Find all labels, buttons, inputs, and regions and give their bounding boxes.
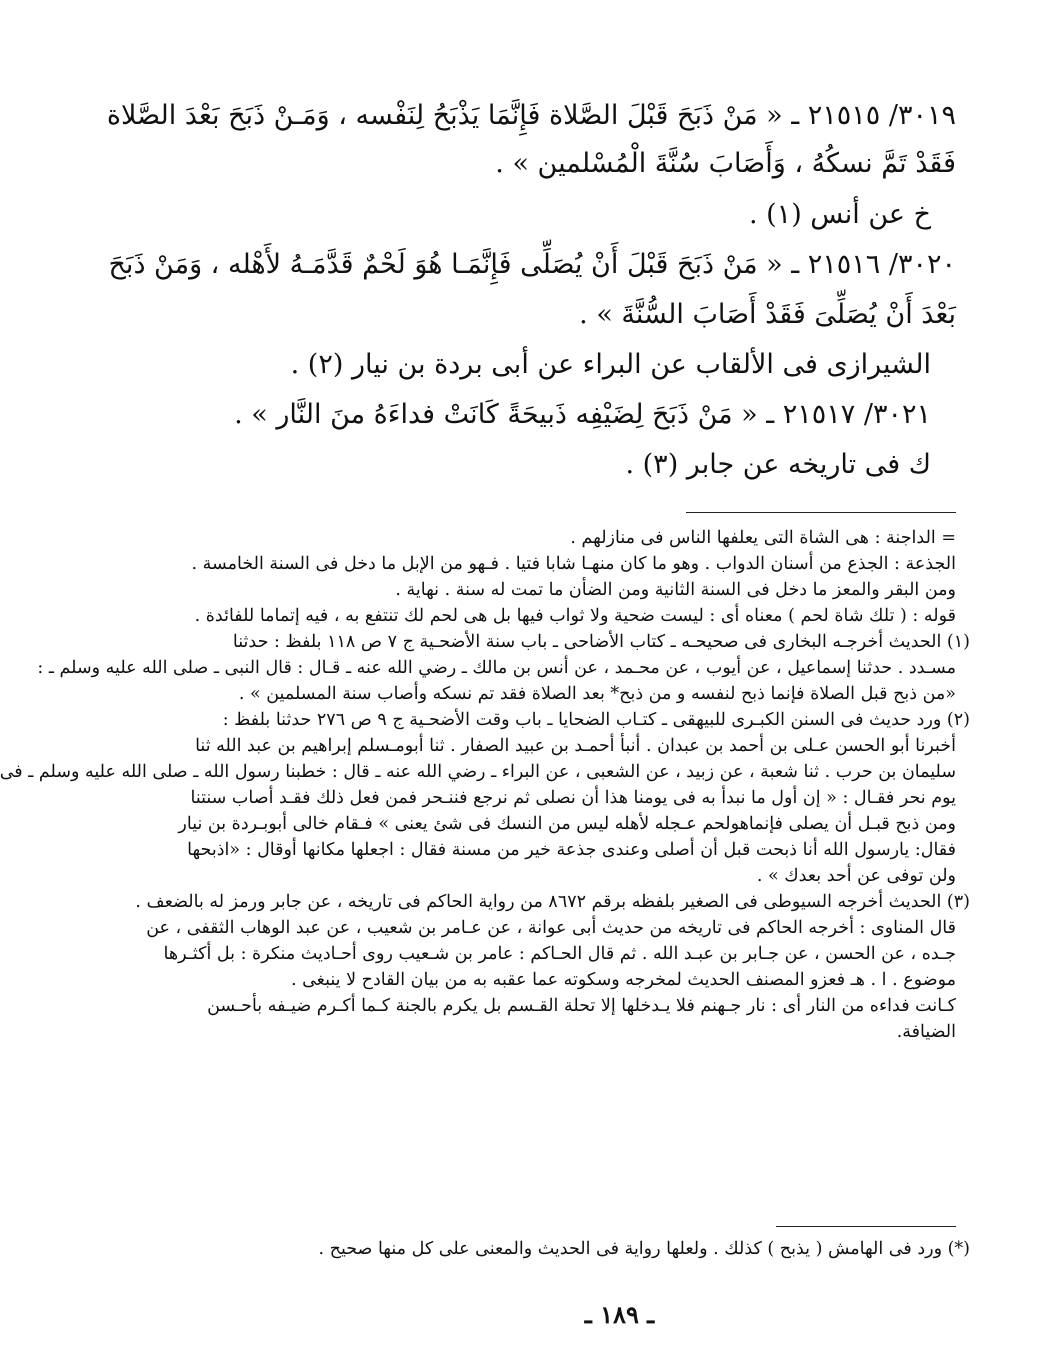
hadith-3020-line-2: بَعْدَ أَنْ يُصَلِّىَ فَقَدْ أَصَابَ السُّنَّةَ » .: [579, 299, 956, 330]
footnote-cont-line: = الداجنة : هى الشاة التى يعلفها الناس فى منازلهم .: [570, 528, 956, 548]
hadith-3021-line-1: ٣٠٢١/ ٢١٥١٧ ـ « مَنْ ذَبَحَ لِضَيْفِه ذَبيحَةً كَانَتْ فداءَهُ منَ النَّار » .: [234, 399, 931, 430]
footnote-1-line: «من ذبح قبل الصلاة فإنما ذبح لنفسه و من ذبح* بعد الصلاة فقد تم نسكه وأصاب سنة المسلمين » .: [238, 684, 956, 704]
footnote-3-line: الضيافة.: [896, 1022, 956, 1042]
footnote-3-line: (٣) الحديث أخرجه السيوطى فى الصغير بلفظه برقم ٨٦٧٢ من رواية الحاكم فى تاريخه ، عن جابر ورمز له بالضعف .: [135, 892, 970, 912]
footnote-3-line: كـانت فداءه من النار أى : نار جـهنم فلا يـدخلها إلا تحلة القـسم بل يكرم بالجنة كـما أكـرم ضيـفه بأحـسن: [207, 996, 956, 1016]
asterisk-note: (*) ورد فى الهامش ( يذبح ) كذلك . ولعلها رواية فى الحديث والمعنى على كل منها صحيح .: [318, 1239, 970, 1259]
hadith-3019-line-1: ٣٠١٩/ ٢١٥١٥ ـ « مَنْ ذَبَحَ قَبْلَ الصَّلاة فَإِنَّمَا يَذْبَحُ لِنَفْسه ، وَمَـنْ ذَبَحَ بَعْدَ الصَّلاة: [106, 100, 956, 131]
footnote-2-line: يوم نحر فقـال : « إن أول ما نبدأ به فى يومنا هذا أن نصلى ثم نرجع فننـحر فمن فعل ذلك فقـد أصاب سنتنا: [190, 788, 956, 808]
footnote-3-line: موضوع . ا . هـ فعزو المصنف الحديث لمخرجه وسكوته عما عقبه به من بيان القادح لا ينبغى .: [290, 970, 956, 990]
footnote-cont-line: قوله : ( تلك شاة لحم ) معناه أى : ليست ضحية ولا ثواب فيها بل هى لحم لك تنتفع به ، فيه إتماما للفائدة .: [194, 606, 956, 626]
hadith-3019-line-2: فَقَدْ تَمَّ نسكُهُ ، وَأَصَابَ سُنَّةَ الْمُسْلمين » .: [495, 148, 956, 179]
footnote-2-line: أخبرنا أبو الحسن عـلى بن أحمد بن عبدان . أنبأ أحمـد بن عبيد الصفار . ثنا أبومـسلم إبراهيم بن عبد الله ثنا: [195, 736, 956, 756]
footnote-2-line: ولن توفى عن أحد بعدك » .: [756, 866, 956, 886]
asterisk-note-separator: [776, 1226, 956, 1227]
footnote-cont-line: الجذعة : الجذع من أسنان الدواب . وهو ما كان منهـا شابا فتيا . فـهو من الإبل ما دخل فى السنة الخامسة .: [191, 554, 956, 574]
page-number: ـ ١٨٩ ـ: [584, 1300, 655, 1329]
footnote-2-line: سليمان بن حرب . ثنا شعبة ، عن زبيد ، عن الشعبى ، عن البراء ـ رضي الله عنه ـ قال : خطبنا رسول الله ـ صلى الله عليه وسلم ـ فى: [0, 762, 956, 782]
hadith-3019-source: خ عن أنس (١) .: [748, 199, 931, 230]
footnote-2-line: (٢) ورد حديث فى السنن الكبـرى للبيهقى ـ كتـاب الضحايا ـ باب وقت الأضحـية ج ٩ ص ٢٧٦ حدثنا بلفظ :: [222, 710, 970, 730]
footnote-3-line: قال المناوى : أخرجه الحاكم فى تاريخه من حديث أبى عوانة ، عن عـامر بن شعيب ، عن عبد الوهاب الثقفى ، عن: [146, 918, 956, 938]
footnote-cont-line: ومن البقر والمعز ما دخل فى السنة الثانية ومن الضأن ما تمت له سنة . نهاية .: [395, 580, 956, 600]
footnote-3-line: جـده ، عن الحسن ، عن جـابر بن عبـد الله . ثم قال الحـاكم : عامر بن شـعيب روى أحـاديث منكرة : بل أكثـرها: [163, 944, 956, 964]
hadith-3020-line-1: ٣٠٢٠/ ٢١٥١٦ ـ « مَنْ ذَبَحَ قَبْلَ أَنْ يُصَلِّى فَإِنَّمَـا هُوَ لَحْمٌ قَدَّمَـهُ لأَهْله ، وَمَنْ ذَبَحَ: [108, 249, 956, 280]
hadith-3020-source: الشيرازى فى الألقاب عن البراء عن أبى بردة بن نيار (٢) .: [290, 349, 931, 380]
footnote-1-line: (١) الحديث أخرجـه البخارى فى صحيحـه ـ كتاب الأضاحى ـ باب سنة الأضحـية ج ٧ ص ١١٨ بلفظ : حدثنا: [232, 632, 970, 652]
hadith-3021-source: ك فى تاريخه عن جابر (٣) .: [625, 449, 931, 480]
footnote-2-line: ومن ذبح قبـل أن يصلى فإنماهولحم عـجله لأهله ليس من النسك فى شئ يعنى » فـقام خالى أبوبـردة بن نيار: [178, 814, 956, 834]
footnote-1-line: مسـدد . حدثنا إسماعيل ، عن أيوب ، عن محـمد ، عن أنس بن مالك ـ رضي الله عنه ـ قـال : قال النبى ـ صلى الله عليه وسلم ـ :: [37, 658, 956, 678]
footnote-2-line: فقال: يارسول الله أنا ذبحت قبل أن أصلى وعندى جذعة خير من مسنة فقال : اجعلها مكانها أوقال : «اذبحها: [187, 840, 956, 860]
footnote-separator: [686, 512, 956, 513]
